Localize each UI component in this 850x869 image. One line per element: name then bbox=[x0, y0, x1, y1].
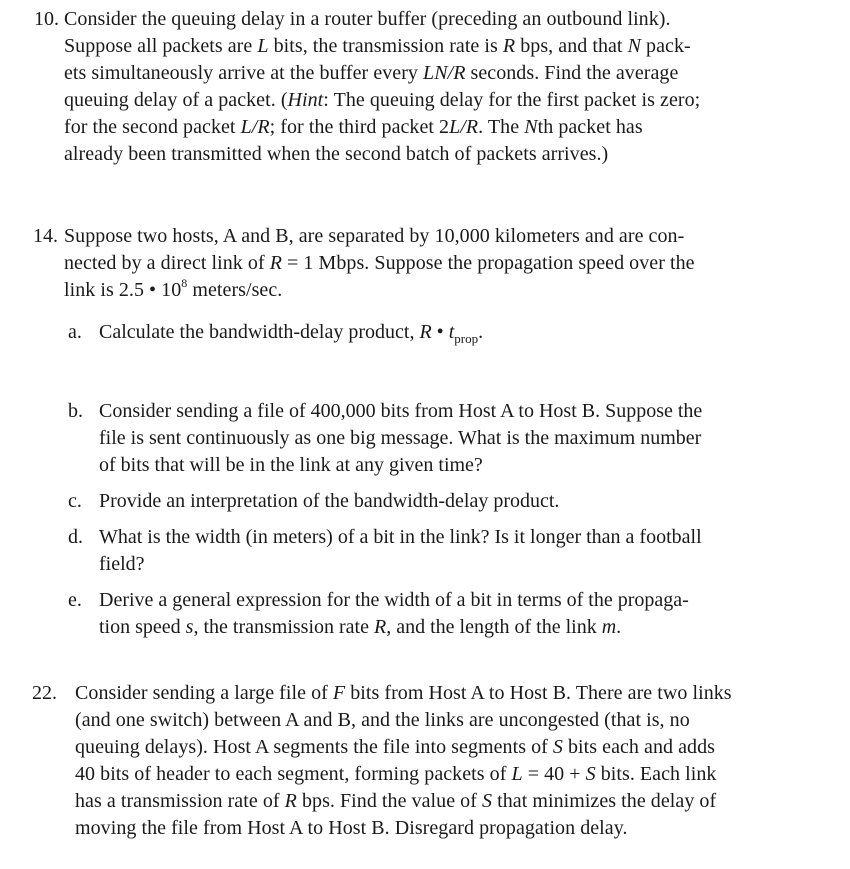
text-line bbox=[99, 452, 819, 479]
text-run: pack- bbox=[640, 35, 691, 57]
text-line bbox=[99, 398, 819, 425]
text-run: N bbox=[627, 35, 641, 57]
text-line bbox=[75, 815, 835, 842]
problem-text bbox=[64, 223, 824, 304]
text-line bbox=[75, 734, 835, 761]
problem-text bbox=[75, 680, 835, 842]
text-run: Derive a general expression for the width of a bit in terms of the propaga- bbox=[99, 589, 689, 611]
text-run: bits from Host A to Host B. There are two links bbox=[345, 682, 732, 704]
text-line bbox=[99, 587, 819, 614]
text-line bbox=[99, 524, 819, 551]
subpart-text bbox=[99, 398, 819, 479]
text-line bbox=[99, 488, 819, 515]
text-line bbox=[75, 680, 835, 707]
text-run: , the transmission rate bbox=[193, 616, 374, 638]
text-line bbox=[99, 319, 819, 346]
text-run: Provide an interpretation of the bandwidth-delay product. bbox=[99, 490, 560, 512]
text-line bbox=[64, 223, 824, 250]
subpart-label: a. bbox=[68, 321, 82, 343]
problem-text bbox=[64, 6, 824, 168]
text-run: queuing delay of a packet. ( bbox=[64, 89, 288, 111]
text-line bbox=[64, 33, 824, 60]
text-run: has a transmission rate of bbox=[75, 790, 285, 812]
text-run: bits, the transmission rate is bbox=[268, 35, 503, 57]
text-run: that minimizes the delay of bbox=[492, 790, 717, 812]
text-run: meters/sec. bbox=[187, 279, 283, 301]
problem-number: 22. bbox=[32, 682, 57, 704]
text-run: R bbox=[269, 252, 282, 274]
text-line bbox=[64, 250, 824, 277]
text-line bbox=[64, 277, 824, 304]
problem-number: 10. bbox=[34, 8, 59, 30]
text-run: for the second packet bbox=[64, 116, 241, 138]
text-run: of bits that will be in the link at any given time? bbox=[99, 454, 483, 476]
text-run: L bbox=[511, 763, 523, 785]
text-line bbox=[75, 707, 835, 734]
text-run: bps. Find the value of bbox=[296, 790, 482, 812]
text-line bbox=[75, 761, 835, 788]
subpart-text bbox=[99, 319, 819, 346]
text-run: LN/R bbox=[423, 62, 466, 84]
text-line bbox=[64, 114, 824, 141]
text-run: S bbox=[585, 763, 596, 785]
text-run: field? bbox=[99, 553, 145, 575]
text-run: ; for the third packet 2 bbox=[269, 116, 450, 138]
text-run: N bbox=[524, 116, 538, 138]
text-run: Suppose all packets are bbox=[64, 35, 258, 57]
text-run: S bbox=[482, 790, 493, 812]
text-run: t bbox=[448, 321, 455, 343]
text-run: L/R bbox=[240, 116, 270, 138]
text-run: L bbox=[257, 35, 269, 57]
subpart-text bbox=[99, 587, 819, 641]
text-run: 8 bbox=[181, 276, 188, 290]
text-line bbox=[64, 60, 824, 87]
text-run: file is sent continuously as one big message. What is the maximum number bbox=[99, 427, 702, 449]
text-run: link is 2.5 • 10 bbox=[64, 279, 182, 301]
text-run: R bbox=[284, 790, 297, 812]
subpart-label: c. bbox=[68, 490, 82, 512]
text-line bbox=[64, 6, 824, 33]
text-run: Consider sending a large file of bbox=[75, 682, 333, 704]
text-run: . The bbox=[478, 116, 525, 138]
text-run: bits. Each link bbox=[595, 763, 717, 785]
text-run: bits each and adds bbox=[562, 736, 715, 758]
text-line bbox=[64, 87, 824, 114]
text-run: R bbox=[373, 616, 387, 638]
text-run: tion speed bbox=[99, 616, 186, 638]
text-run: moving the file from Host A to Host B. Disregard propagation delay. bbox=[75, 817, 628, 839]
text-run: ets simultaneously arrive at the buffer every bbox=[64, 62, 424, 84]
text-run: R bbox=[419, 321, 432, 343]
text-run: Consider sending a file of 400,000 bits from Host A to Host B. Suppose the bbox=[99, 400, 703, 422]
text-run: m bbox=[601, 616, 617, 638]
text-run: s bbox=[185, 616, 194, 638]
text-line bbox=[99, 425, 819, 452]
text-run: R bbox=[502, 35, 516, 57]
text-run: S bbox=[552, 736, 563, 758]
text-run: 40 bits of header to each segment, forming packets of bbox=[75, 763, 512, 785]
text-run: What is the width (in meters) of a bit in the link? Is it longer than a football bbox=[99, 526, 702, 548]
text-run: L/R bbox=[449, 116, 479, 138]
text-run: Calculate the bandwidth-delay product, bbox=[99, 321, 420, 343]
text-run: Consider the queuing delay in a router buffer (preceding an outbound link). bbox=[64, 8, 671, 30]
subpart-label: e. bbox=[68, 589, 82, 611]
text-run: F bbox=[332, 682, 346, 704]
text-run: . bbox=[616, 616, 622, 638]
text-run: prop bbox=[454, 331, 479, 346]
text-run: queuing delays). Host A segments the file into segments of bbox=[75, 736, 553, 758]
text-run: = 40 + bbox=[522, 763, 586, 785]
text-line bbox=[99, 614, 819, 641]
text-run: th packet has bbox=[537, 116, 643, 138]
text-run: = 1 Mbps. Suppose the propagation speed over the bbox=[282, 252, 695, 274]
text-line bbox=[99, 551, 819, 578]
text-run: nected by a direct link of bbox=[64, 252, 270, 274]
text-run: . bbox=[478, 321, 484, 343]
text-run: already been transmitted when the second batch of packets arrives.) bbox=[64, 143, 609, 165]
text-run: : The queuing delay for the first packet is zero; bbox=[323, 89, 701, 111]
subpart-text bbox=[99, 524, 819, 578]
text-run: bps, and that bbox=[515, 35, 628, 57]
subpart-label: b. bbox=[68, 400, 83, 422]
text-run: seconds. Find the average bbox=[465, 62, 679, 84]
text-run: • bbox=[431, 321, 449, 343]
text-run: (and one switch) between A and B, and the links are uncongested (that is, no bbox=[75, 709, 690, 731]
subpart-label: d. bbox=[68, 526, 83, 548]
text-run: Suppose two hosts, A and B, are separated by 10,000 kilometers and are con- bbox=[64, 225, 685, 247]
text-run: Hint bbox=[287, 89, 324, 111]
problem-number: 14. bbox=[33, 225, 58, 247]
text-line bbox=[75, 788, 835, 815]
text-run: , and the length of the link bbox=[386, 616, 602, 638]
subpart-text bbox=[99, 488, 819, 515]
text-line bbox=[64, 141, 824, 168]
